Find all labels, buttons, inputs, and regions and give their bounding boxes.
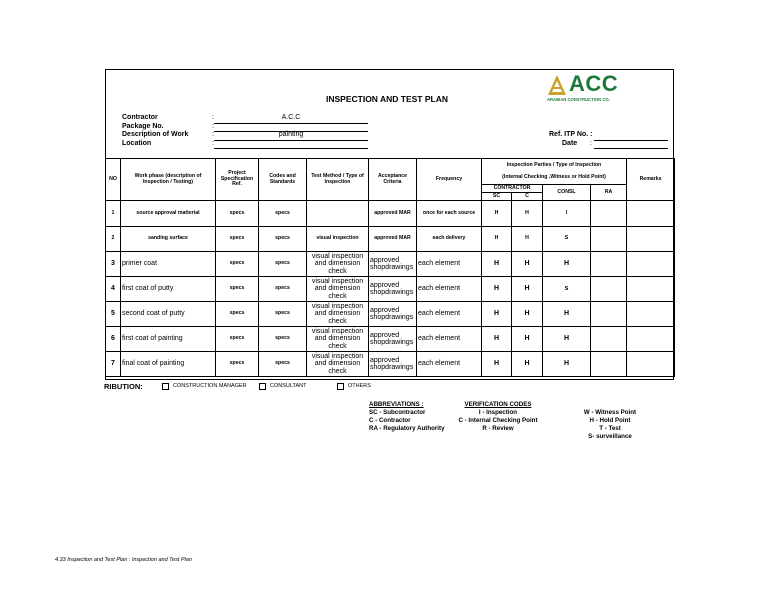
parties-title: Inspection Parties / Type of Inspection <box>506 161 602 168</box>
row-codes: specs <box>259 252 307 277</box>
row-remarks <box>627 227 675 252</box>
row-method <box>307 201 369 227</box>
ra-header: RA <box>591 185 627 201</box>
row-acceptance: approved shopdrawings <box>369 352 417 377</box>
construction-manager-label: CONSTRUCTION MANAGER <box>173 383 247 389</box>
row-consl: H <box>543 327 591 352</box>
row-phase: first coat of putty <box>121 277 216 302</box>
row-no: 5 <box>106 302 121 327</box>
verification-title: VERIFICATION CODES <box>464 401 532 408</box>
abbreviation-item: SC - Subcontractor <box>369 409 426 416</box>
header-row <box>106 159 675 185</box>
row-method: visual inspection and dimension check <box>307 277 369 302</box>
row-remarks <box>627 252 675 277</box>
test-method-header: Test Method / Type of Inspection <box>307 159 369 201</box>
table-row <box>106 201 675 227</box>
verification-item: I - Inspection <box>478 409 518 416</box>
contractor-label: Contractor <box>122 114 158 121</box>
row-phase: final coat of painting <box>121 352 216 377</box>
description-label: Description of Work <box>122 131 189 138</box>
row-no: 4 <box>106 277 121 302</box>
colon: : <box>212 123 214 130</box>
abbreviations-block <box>369 401 445 433</box>
date-line <box>594 148 668 149</box>
row-consl: S <box>543 227 591 252</box>
row-frequency: each element <box>417 252 482 277</box>
row-no: 1 <box>106 201 121 227</box>
row-ra <box>591 327 627 352</box>
remarks-header: Remarks <box>627 159 675 201</box>
contractor-value: A.C.C <box>281 114 301 121</box>
distribution-label: RIBUTION: <box>104 382 143 391</box>
points-block <box>577 409 643 441</box>
row-c: H <box>512 201 543 227</box>
row-remarks <box>627 302 675 327</box>
row-spec: specs <box>216 277 259 302</box>
ref-line <box>594 140 668 141</box>
row-consl: s <box>543 277 591 302</box>
table-row <box>106 352 675 377</box>
verification-block <box>455 401 541 433</box>
ref-label: Ref. ITP No. : <box>549 131 593 138</box>
location-label: Location <box>122 140 152 147</box>
row-acceptance: approved MAR <box>369 201 417 227</box>
consultant-label: CONSULTANT <box>270 383 307 389</box>
row-frequency: each element <box>417 352 482 377</box>
colon: : <box>590 140 592 147</box>
colon: : <box>212 114 214 121</box>
row-remarks <box>627 201 675 227</box>
description-value: painting <box>278 131 304 138</box>
table-row <box>106 227 675 252</box>
row-sc: H <box>482 252 512 277</box>
description-line <box>214 140 368 141</box>
row-ra <box>591 277 627 302</box>
row-sc: H <box>482 327 512 352</box>
point-item: T - Test <box>599 425 621 432</box>
acceptance-header: Acceptance Criteria <box>369 159 417 201</box>
abbreviation-item: RA - Regulatory Authority <box>369 425 445 432</box>
row-c: H <box>512 252 543 277</box>
row-c: H <box>512 227 543 252</box>
row-method: visual inspection and dimension check <box>307 252 369 277</box>
acc-logo-icon <box>547 74 567 96</box>
row-method: visual inspection and dimension check <box>307 302 369 327</box>
verification-item: C - Internal Checking Point <box>458 417 538 424</box>
row-consl: H <box>543 352 591 377</box>
row-acceptance: approved MAR <box>369 227 417 252</box>
row-codes: specs <box>259 277 307 302</box>
row-consl: H <box>543 252 591 277</box>
row-frequency: each delivery <box>417 227 482 252</box>
page-footer: 4.33 Inspection and Test Plan : Inspection and Test Plan <box>55 557 192 563</box>
consl-header: CONSL <box>543 185 591 201</box>
package-label: Package No. <box>122 123 164 130</box>
row-method: visual inspection and dimension check <box>307 352 369 377</box>
construction-manager-checkbox[interactable] <box>162 383 169 390</box>
itp-table <box>105 158 675 377</box>
row-codes: specs <box>259 352 307 377</box>
row-consl: I <box>543 201 591 227</box>
row-phase: first coat of painting <box>121 327 216 352</box>
row-c: H <box>512 277 543 302</box>
row-ra <box>591 252 627 277</box>
point-item: W - Witness Point <box>583 409 637 416</box>
row-frequency: each element <box>417 277 482 302</box>
row-c: H <box>512 302 543 327</box>
contractor-header: CONTRACTOR <box>482 185 543 193</box>
row-c: H <box>512 352 543 377</box>
point-item: S- surveillance <box>588 433 632 440</box>
row-consl: H <box>543 302 591 327</box>
row-codes: specs <box>259 227 307 252</box>
row-sc: H <box>482 352 512 377</box>
row-method: visual inspection and dimension check <box>307 327 369 352</box>
others-label: OTHERS <box>348 383 371 389</box>
row-sc: H <box>482 302 512 327</box>
codes-header: Codes and Standards <box>259 159 307 201</box>
row-spec: specs <box>216 302 259 327</box>
row-phase: second coat of putty <box>121 302 216 327</box>
row-ra <box>591 201 627 227</box>
row-ra <box>591 352 627 377</box>
parties-subtitle: (Internal Checking ,Witness or Hold Point) <box>502 173 606 180</box>
row-phase: primer coat <box>121 252 216 277</box>
row-acceptance: approved shopdrawings <box>369 327 417 352</box>
company-logo <box>547 71 627 104</box>
row-ra <box>591 227 627 252</box>
row-method: visual inspection <box>307 227 369 252</box>
row-no: 2 <box>106 227 121 252</box>
row-sc: H <box>482 277 512 302</box>
page-title: INSPECTION AND TEST PLAN <box>326 94 448 104</box>
frequency-header: Frequency <box>417 159 482 201</box>
row-codes: specs <box>259 327 307 352</box>
work-phase-header: Work phase (description of Inspection / Testing) <box>121 159 216 201</box>
sc-header: SC <box>482 193 512 201</box>
row-no: 7 <box>106 352 121 377</box>
row-ra <box>591 302 627 327</box>
logo-subtitle: ARABIAN CONSTRUCTION CO. <box>547 97 610 102</box>
row-sc: H <box>482 201 512 227</box>
row-acceptance: approved shopdrawings <box>369 252 417 277</box>
verification-item: R - Review <box>482 425 514 432</box>
row-spec: specs <box>216 252 259 277</box>
consultant-checkbox[interactable] <box>259 383 266 390</box>
row-codes: specs <box>259 302 307 327</box>
row-phase: source approval matterial <box>121 201 216 227</box>
abbreviation-item: C - Contractor <box>369 417 411 424</box>
location-line <box>214 148 368 149</box>
row-no: 6 <box>106 327 121 352</box>
row-acceptance: approved shopdrawings <box>369 302 417 327</box>
row-phase: sanding surface <box>121 227 216 252</box>
row-remarks <box>627 327 675 352</box>
others-checkbox[interactable] <box>337 383 344 390</box>
table-row <box>106 252 675 277</box>
row-frequency: each element <box>417 302 482 327</box>
row-remarks <box>627 352 675 377</box>
date-label: Date <box>562 140 578 147</box>
row-frequency: once for each source <box>417 201 482 227</box>
logo-text: ACC <box>569 71 619 96</box>
c-header: C <box>512 193 543 201</box>
row-spec: specs <box>216 227 259 252</box>
row-sc: H <box>482 227 512 252</box>
row-spec: specs <box>216 352 259 377</box>
row-remarks <box>627 277 675 302</box>
abbreviations-title: ABBREVIATIONS : <box>369 401 424 408</box>
point-item: H - Hold Point <box>589 417 631 424</box>
row-codes: specs <box>259 201 307 227</box>
parties-header <box>482 159 627 185</box>
no-header: NO <box>106 159 121 201</box>
table-row <box>106 277 675 302</box>
row-acceptance: approved shopdrawings <box>369 277 417 302</box>
row-c: H <box>512 327 543 352</box>
row-spec: specs <box>216 327 259 352</box>
contractor-line <box>214 123 368 124</box>
table-row <box>106 327 675 352</box>
row-frequency: each element <box>417 327 482 352</box>
colon: : <box>212 140 214 147</box>
row-spec: specs <box>216 201 259 227</box>
row-no: 3 <box>106 252 121 277</box>
colon: : <box>212 131 214 138</box>
project-spec-header: Project Specification Ref. <box>216 159 259 201</box>
table-row <box>106 302 675 327</box>
